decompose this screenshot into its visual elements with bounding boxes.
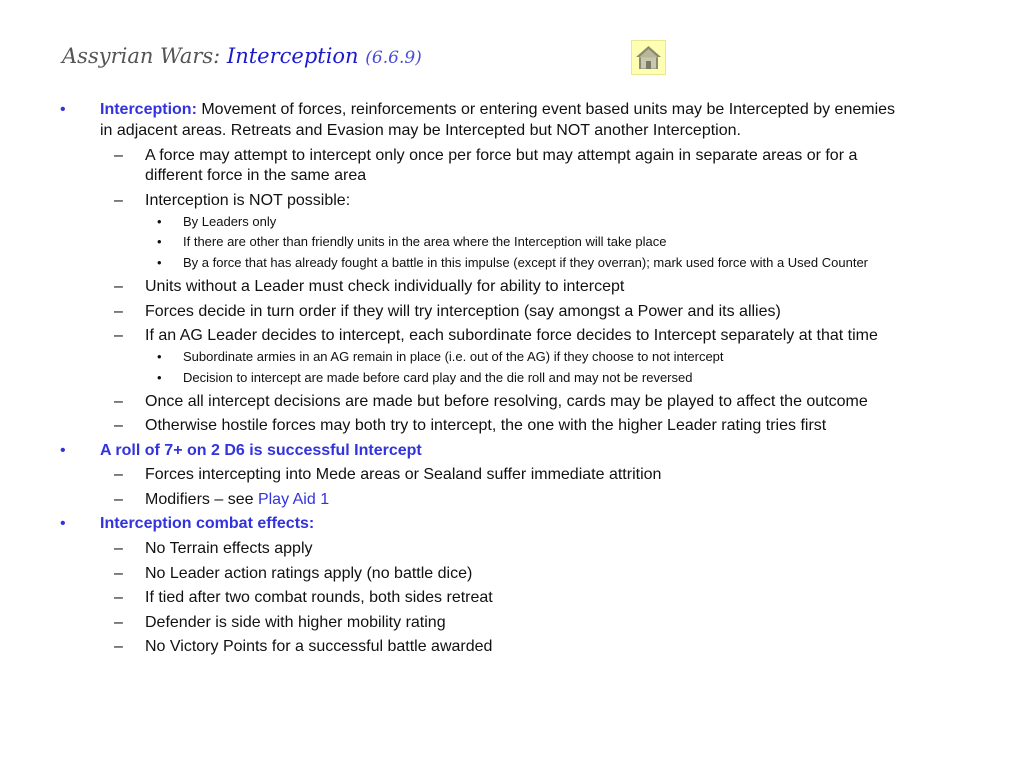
bullet-interception-label: Interception: [100, 101, 197, 118]
slide-title [62, 40, 422, 74]
sub-item: Otherwise hostile forces may both try to intercept, the one with the higher Leader rating tries first [145, 417, 827, 434]
subsub-item: By a force that has already fought a battle in this impulse (except if they overran); mark used force with a Used Counter [183, 255, 869, 270]
subsub-marker: • [157, 370, 162, 385]
sub-item: If tied after two combat rounds, both sides retreat [145, 589, 493, 606]
dash-marker: – [114, 303, 123, 320]
subsub-marker: • [157, 349, 162, 364]
subsub-item: By Leaders only [183, 214, 277, 229]
subsub-marker: • [157, 255, 162, 270]
dash-marker: – [114, 393, 123, 410]
play-aid-link[interactable]: Play Aid 1 [257, 491, 330, 508]
sub-item: Forces decide in turn order if they will try interception (say amongst a Power and its allies) [145, 303, 781, 320]
bullet-marker: • [60, 101, 66, 118]
sub-item: Forces intercepting into Mede areas or Sealand suffer immediate attrition [145, 466, 662, 483]
bullet-marker: • [60, 515, 66, 532]
bullet-interception-text-cont: in adjacent areas. Retreats and Evasion may be Intercepted but NOT another Interception. [100, 122, 741, 139]
dash-marker: – [114, 192, 123, 209]
title-prefix: Assyrian Wars: [62, 44, 227, 68]
bullet-marker: • [60, 442, 66, 459]
dash-marker: – [114, 565, 123, 582]
dash-marker: – [114, 491, 123, 508]
dash-marker: – [114, 466, 123, 483]
subsub-marker: • [157, 234, 162, 249]
dash-marker: – [114, 614, 123, 631]
dash-marker: – [114, 540, 123, 557]
sub-item: Units without a Leader must check individually for ability to intercept [145, 278, 625, 295]
bullet-roll: A roll of 7+ on 2 D6 is successful Intercept [100, 442, 422, 459]
sub-item: Interception is NOT possible: [145, 192, 351, 209]
subsub-item: Subordinate armies in an AG remain in place (i.e. out of the AG) if they choose to not intercept [183, 349, 724, 364]
title-section-ref: (6.6.9) [365, 48, 422, 68]
dash-marker: – [114, 417, 123, 434]
sub-item-cont: different force in the same area [145, 167, 367, 184]
home-button[interactable] [631, 40, 666, 75]
sub-item: Defender is side with higher mobility rating [145, 614, 446, 631]
sub-item: A force may attempt to intercept only once per force but may attempt again in separate areas or for a [145, 147, 858, 164]
sub-item: If an AG Leader decides to intercept, each subordinate force decides to Intercept separately at that time [145, 327, 878, 344]
bullet-interception [100, 100, 895, 120]
subsub-marker: • [157, 214, 162, 229]
modifiers-text: Modifiers – see [145, 491, 258, 508]
title-main: Interception [226, 44, 359, 68]
dash-marker: – [114, 327, 123, 344]
subsub-item: Decision to intercept are made before card play and the die roll and may not be reversed [183, 370, 693, 385]
subsub-item: If there are other than friendly units in the area where the Interception will take place [183, 234, 667, 249]
dash-marker: – [114, 589, 123, 606]
dash-marker: – [114, 278, 123, 295]
bullet-combat-effects: Interception combat effects: [100, 515, 315, 532]
bullet-interception-text: Movement of forces, reinforcements or entering event based units may be Intercepted by enemies [196, 101, 896, 118]
dash-marker: – [114, 638, 123, 655]
home-icon [632, 41, 665, 74]
dash-marker: – [114, 147, 123, 164]
sub-item: Once all intercept decisions are made but before resolving, cards may be played to affect the outcome [145, 393, 868, 410]
sub-item: No Leader action ratings apply (no battle dice) [145, 565, 473, 582]
sub-item-modifiers [145, 490, 329, 510]
sub-item: No Terrain effects apply [145, 540, 313, 557]
sub-item: No Victory Points for a successful battle awarded [145, 638, 493, 655]
